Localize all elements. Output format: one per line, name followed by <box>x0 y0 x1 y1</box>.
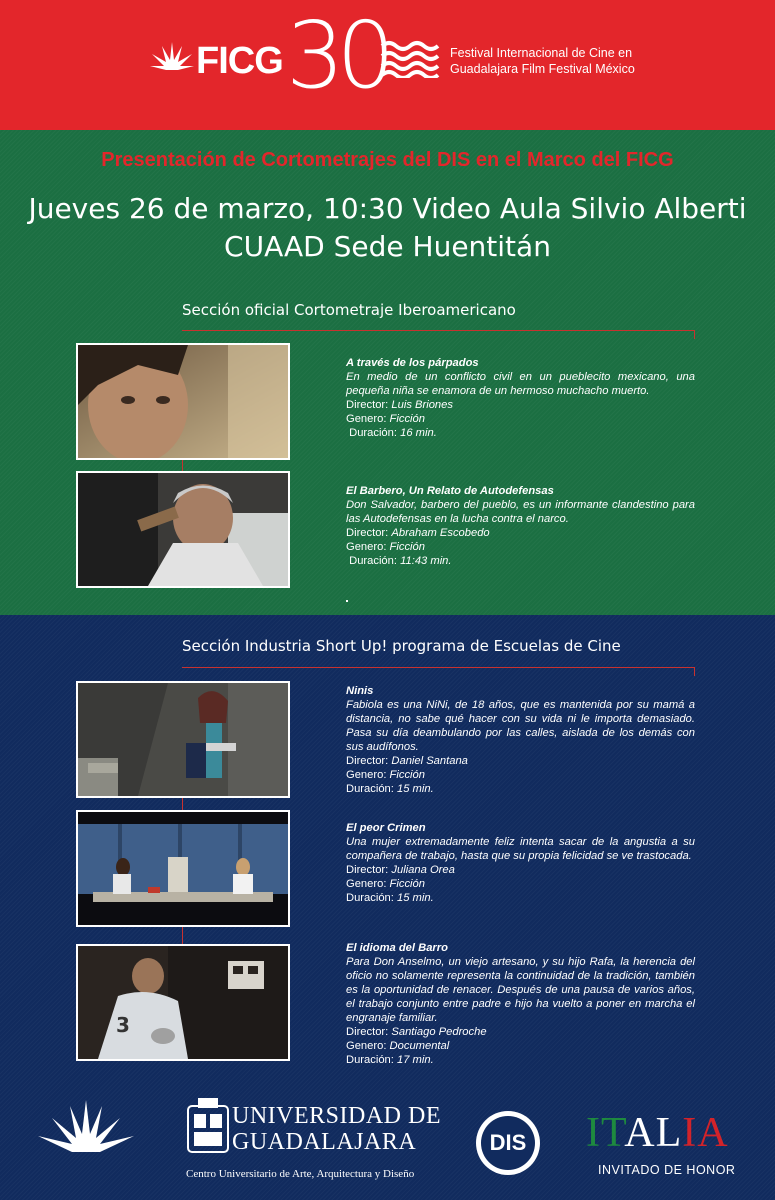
guest-of-honor-label: INVITADO DE HONOR <box>598 1163 736 1177</box>
waves-icon <box>380 38 440 78</box>
film-entry-parpados: A través de los párpados En medio de un conflicto civil en un pueblecito mexicano, una pequeña niña se enamora de un hermoso muchacho muerto. Director: Luis Briones Genero: Ficción Duración: 16 min. <box>346 357 695 439</box>
agave-logo-icon <box>148 38 196 76</box>
connector-line <box>182 460 183 471</box>
festival-name: Festival Internacional de Cine en Guadalajara Film Festival México <box>450 46 635 76</box>
section-divider <box>182 330 695 331</box>
section-title-oficial: Sección oficial Cortometraje Iberoamericano <box>182 301 516 319</box>
film-still-peor-crimen <box>76 810 290 927</box>
dis-logo: DIS <box>476 1111 540 1175</box>
edition-number: 30 <box>286 2 388 109</box>
section-divider <box>182 667 695 668</box>
divider-tick <box>694 667 695 676</box>
udg-crest-icon <box>186 1098 230 1160</box>
film-entry-barbero: El Barbero, Un Relato de Autodefensas Don Salvador, barbero del pueblo, es un informante clandestino para las Autodefensas en la lucha contra el narco. Director: Abraham Escobedo Genero: Ficción Duración: 11:43 min. <box>346 485 695 567</box>
agave-footer-logo-icon <box>36 1098 136 1158</box>
udg-subtitle: Centro Universitario de Arte, Arquitectura y Diseño <box>186 1168 415 1180</box>
header-banner <box>0 0 775 130</box>
section-title-industria: Sección Industria Short Up! programa de Escuelas de Cine <box>182 637 621 655</box>
connector-line <box>182 926 183 944</box>
page-headline: Presentación de Cortometrajes del DIS en el Marco del FICG <box>101 149 674 171</box>
event-date-location: Jueves 26 de marzo, 10:30 Video Aula Silvio Alberti CUAAD Sede Huentitán <box>28 192 747 263</box>
ficg-logo-text: FICG <box>196 40 283 82</box>
decorative-dot <box>346 600 348 602</box>
svg-text:3: 3 <box>116 1013 130 1037</box>
film-still-idioma-barro <box>76 944 290 1061</box>
film-entry-ninis: Ninis Fabiola es una NiNi, de 18 años, que es mantenida por su mamá a distancia, no sabe qué hacer con su vida ni le importa demasiado. Pasa su día deambulando por las calles, aislada de los demás con sus audífonos. Director: Daniel Santana Genero: Ficción Duración: 15 min. <box>346 685 695 795</box>
film-still-barbero <box>76 471 290 588</box>
italia-logo: ITALIA <box>586 1110 729 1156</box>
film-entry-idioma-barro: El idioma del Barro Para Don Anselmo, un viejo artesano, y su hijo Rafa, la herencia del oficio no solamente representa la continuidad de la tradición, también es la oportunidad de renacer. Después de una pausa de varios años, el trabajo conjunto entre padre e hijo ha vuelto a poner en marcha el engranaje familiar. Director: Santiago Pedroche Genero: Documental Duración: 17 min. <box>346 942 695 1066</box>
film-entry-peor-crimen: El peor Crimen Una mujer extremadamente feliz intenta sacar de la angustia a su compañera de trabajo, hasta que su propia felicidad se ve trastocada. Director: Juliana Orea Genero: Ficción Duración: 15 min. <box>346 822 695 904</box>
divider-tick <box>694 330 695 339</box>
udg-name: UNIVERSIDAD DE GUADALAJARA <box>232 1103 441 1155</box>
connector-line <box>182 797 183 810</box>
film-still-ninis <box>76 681 290 798</box>
film-still-parpados <box>76 343 290 460</box>
